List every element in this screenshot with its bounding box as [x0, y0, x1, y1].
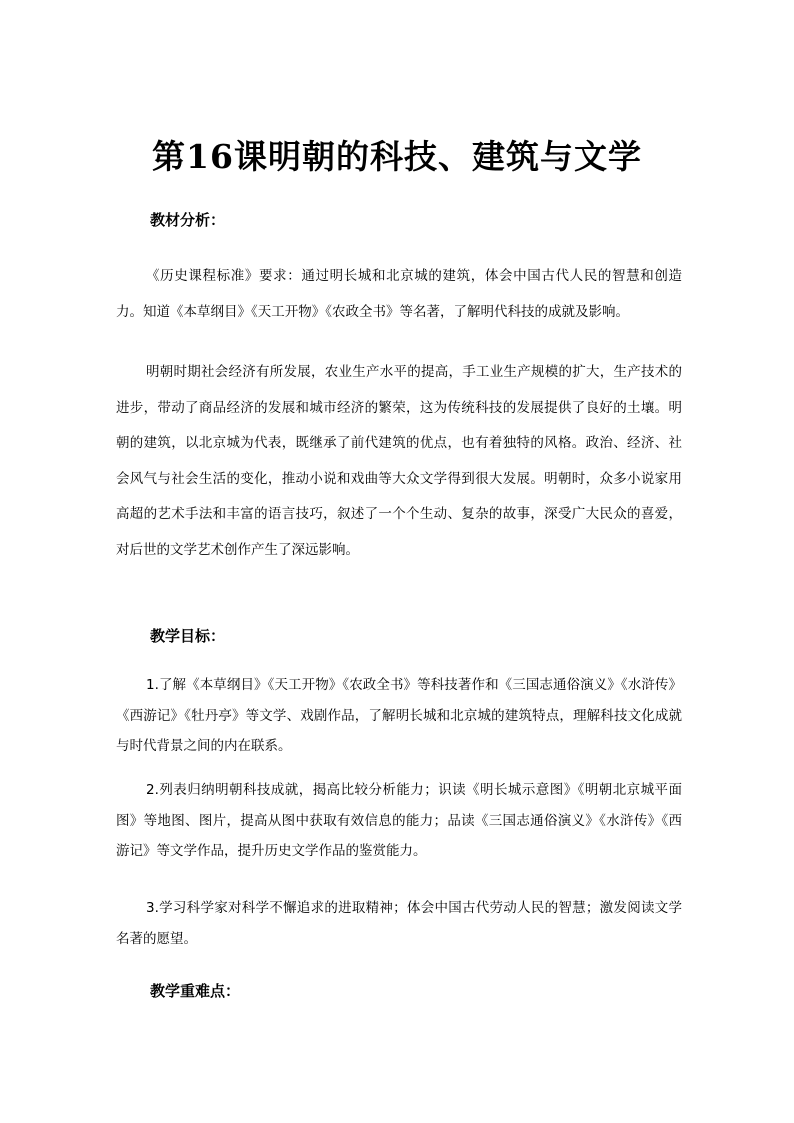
objective-item-1: 1.了解《本草纲目》《天工开物》《农政全书》等科技著作和《三国志通俗演义》《水浒传》《西游记》《牡丹亭》等文学、戏剧作品，了解明长城和北京城的建筑特点，理解科技文化成就与时代背景之间的内在联系。 — [116, 677, 682, 754]
objective-item-2: 2.列表归纳明朝科技成就，揭高比较分析能力；识读《明长城示意图》《明朝北京城平面图》等地图、图片，提高从图中获取有效信息的能力；品读《三国志通俗演义》《水浒传》《西游记》等文学作品，提升历史文学作品的鉴赏能力。 — [116, 782, 682, 859]
analysis-paragraph-1: 《历史课程标准》要求：通过明长城和北京城的建筑，体会中国古代人民的智慧和创造力。知道《本草纲目》《天工开物》《农政全书》等名著，了解明代科技的成就及影响。 — [116, 268, 682, 320]
section-heading-key-points: 教学重难点： — [150, 982, 241, 1000]
section-heading-analysis: 教材分析： — [150, 211, 226, 229]
section-heading-objectives: 教学目标： — [150, 627, 226, 645]
analysis-paragraph-2: 明朝时期社会经济有所发展，农业生产水平的提高，手工业生产规模的扩大，生产技术的进步，带动了商品经济的发展和城市经济的繁荣，这为传统科技的发展提供了良好的土壤。明朝的建筑，以北京城为代表，既继承了前代建筑的优点，也有着独特的风格。政治、经济、社会风气与社会生活的变化，推动小说和戏曲等大众文学得到很大发展。明朝时，众多小说家用高超的艺术手法和丰富的语言技巧，叙述了一个个生动、复杂的故事，深受广大民众的喜爱，对后世的文学艺术创作产生了深远影响。 — [116, 364, 682, 558]
objective-item-3: 3.学习科学家对科学不懈追求的进取精神；体会中国古代劳动人民的智慧；激发阅读文学名著的愿望。 — [116, 900, 682, 947]
page-title: 第16课明朝的科技、建筑与文学 — [152, 137, 642, 176]
